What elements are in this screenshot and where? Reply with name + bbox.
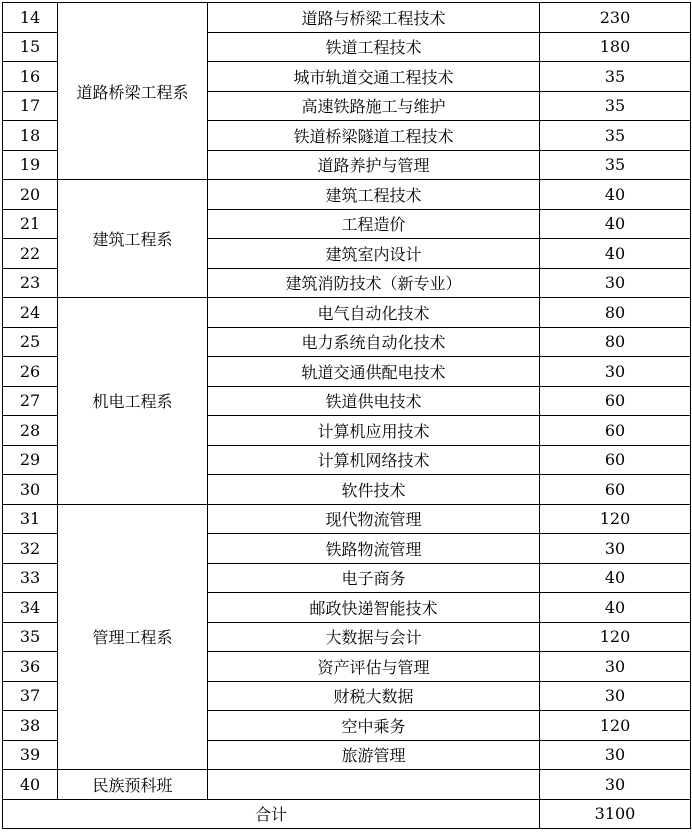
enrollment-count: 40 — [540, 180, 691, 210]
table-row — [3, 3, 691, 33]
enrollment-count: 35 — [540, 121, 691, 151]
table-row — [3, 504, 691, 534]
major-cell: 铁道工程技术 — [208, 32, 540, 62]
major-cell: 高速铁路施工与维护 — [208, 91, 540, 121]
major-cell: 资产评估与管理 — [208, 652, 540, 682]
enrollment-count: 60 — [540, 386, 691, 416]
row-number: 17 — [3, 91, 58, 121]
table-row — [3, 770, 691, 800]
major-cell: 计算机网络技术 — [208, 445, 540, 475]
department-cell: 建筑工程系 — [58, 180, 208, 298]
major-cell: 软件技术 — [208, 475, 540, 505]
major-cell: 铁路物流管理 — [208, 534, 540, 564]
enrollment-count: 35 — [540, 150, 691, 180]
row-number: 38 — [3, 711, 58, 741]
table-body — [3, 3, 691, 800]
enrollment-count: 80 — [540, 327, 691, 357]
enrollment-count: 60 — [540, 475, 691, 505]
major-cell: 电力系统自动化技术 — [208, 327, 540, 357]
enrollment-count: 60 — [540, 445, 691, 475]
row-number: 37 — [3, 681, 58, 711]
enrollment-count: 30 — [540, 268, 691, 298]
enrollment-count: 30 — [540, 357, 691, 387]
enrollment-count: 80 — [540, 298, 691, 328]
major-cell — [208, 770, 540, 800]
row-number: 26 — [3, 357, 58, 387]
row-number: 29 — [3, 445, 58, 475]
row-number: 14 — [3, 3, 58, 33]
row-number: 33 — [3, 563, 58, 593]
major-cell: 空中乘务 — [208, 711, 540, 741]
enrollment-count: 30 — [540, 534, 691, 564]
enrollment-count: 30 — [540, 770, 691, 800]
row-number: 32 — [3, 534, 58, 564]
row-number: 16 — [3, 62, 58, 92]
enrollment-count: 30 — [540, 652, 691, 682]
major-cell: 电气自动化技术 — [208, 298, 540, 328]
row-number: 23 — [3, 268, 58, 298]
major-cell: 道路养护与管理 — [208, 150, 540, 180]
row-number: 36 — [3, 652, 58, 682]
row-number: 34 — [3, 593, 58, 623]
major-cell: 建筑消防技术（新专业） — [208, 268, 540, 298]
row-number: 40 — [3, 770, 58, 800]
major-cell: 财税大数据 — [208, 681, 540, 711]
major-cell: 电子商务 — [208, 563, 540, 593]
enrollment-count: 230 — [540, 3, 691, 33]
major-cell: 铁道供电技术 — [208, 386, 540, 416]
row-number: 20 — [3, 180, 58, 210]
row-number: 24 — [3, 298, 58, 328]
row-number: 22 — [3, 239, 58, 269]
major-cell: 旅游管理 — [208, 740, 540, 770]
row-number: 21 — [3, 209, 58, 239]
major-cell: 铁道桥梁隧道工程技术 — [208, 121, 540, 151]
department-cell: 民族预科班 — [58, 770, 208, 800]
enrollment-count: 60 — [540, 416, 691, 446]
major-cell: 城市轨道交通工程技术 — [208, 62, 540, 92]
row-number: 28 — [3, 416, 58, 446]
enrollment-count: 120 — [540, 622, 691, 652]
major-cell: 工程造价 — [208, 209, 540, 239]
enrollment-count: 40 — [540, 239, 691, 269]
department-cell: 机电工程系 — [58, 298, 208, 505]
department-cell: 管理工程系 — [58, 504, 208, 770]
enrollment-count: 30 — [540, 740, 691, 770]
total-label: 合计 — [3, 799, 540, 829]
enrollment-count: 120 — [540, 504, 691, 534]
row-number: 27 — [3, 386, 58, 416]
table-row — [3, 298, 691, 328]
major-cell: 现代物流管理 — [208, 504, 540, 534]
major-cell: 邮政快递智能技术 — [208, 593, 540, 623]
major-cell: 计算机应用技术 — [208, 416, 540, 446]
total-count: 3100 — [540, 799, 691, 829]
enrollment-count: 40 — [540, 593, 691, 623]
enrollment-count: 180 — [540, 32, 691, 62]
table-row — [3, 180, 691, 210]
row-number: 35 — [3, 622, 58, 652]
enrollment-count: 40 — [540, 563, 691, 593]
row-number: 30 — [3, 475, 58, 505]
row-number: 15 — [3, 32, 58, 62]
row-number: 25 — [3, 327, 58, 357]
enrollment-count: 35 — [540, 91, 691, 121]
major-cell: 建筑工程技术 — [208, 180, 540, 210]
enrollment-count: 120 — [540, 711, 691, 741]
major-cell: 建筑室内设计 — [208, 239, 540, 269]
row-number: 39 — [3, 740, 58, 770]
enrollment-table — [2, 2, 691, 829]
total-row — [3, 799, 691, 829]
enrollment-count: 30 — [540, 681, 691, 711]
major-cell: 大数据与会计 — [208, 622, 540, 652]
enrollment-count: 35 — [540, 62, 691, 92]
row-number: 18 — [3, 121, 58, 151]
major-cell: 轨道交通供配电技术 — [208, 357, 540, 387]
enrollment-count: 40 — [540, 209, 691, 239]
row-number: 31 — [3, 504, 58, 534]
department-cell: 道路桥梁工程系 — [58, 3, 208, 180]
major-cell: 道路与桥梁工程技术 — [208, 3, 540, 33]
row-number: 19 — [3, 150, 58, 180]
